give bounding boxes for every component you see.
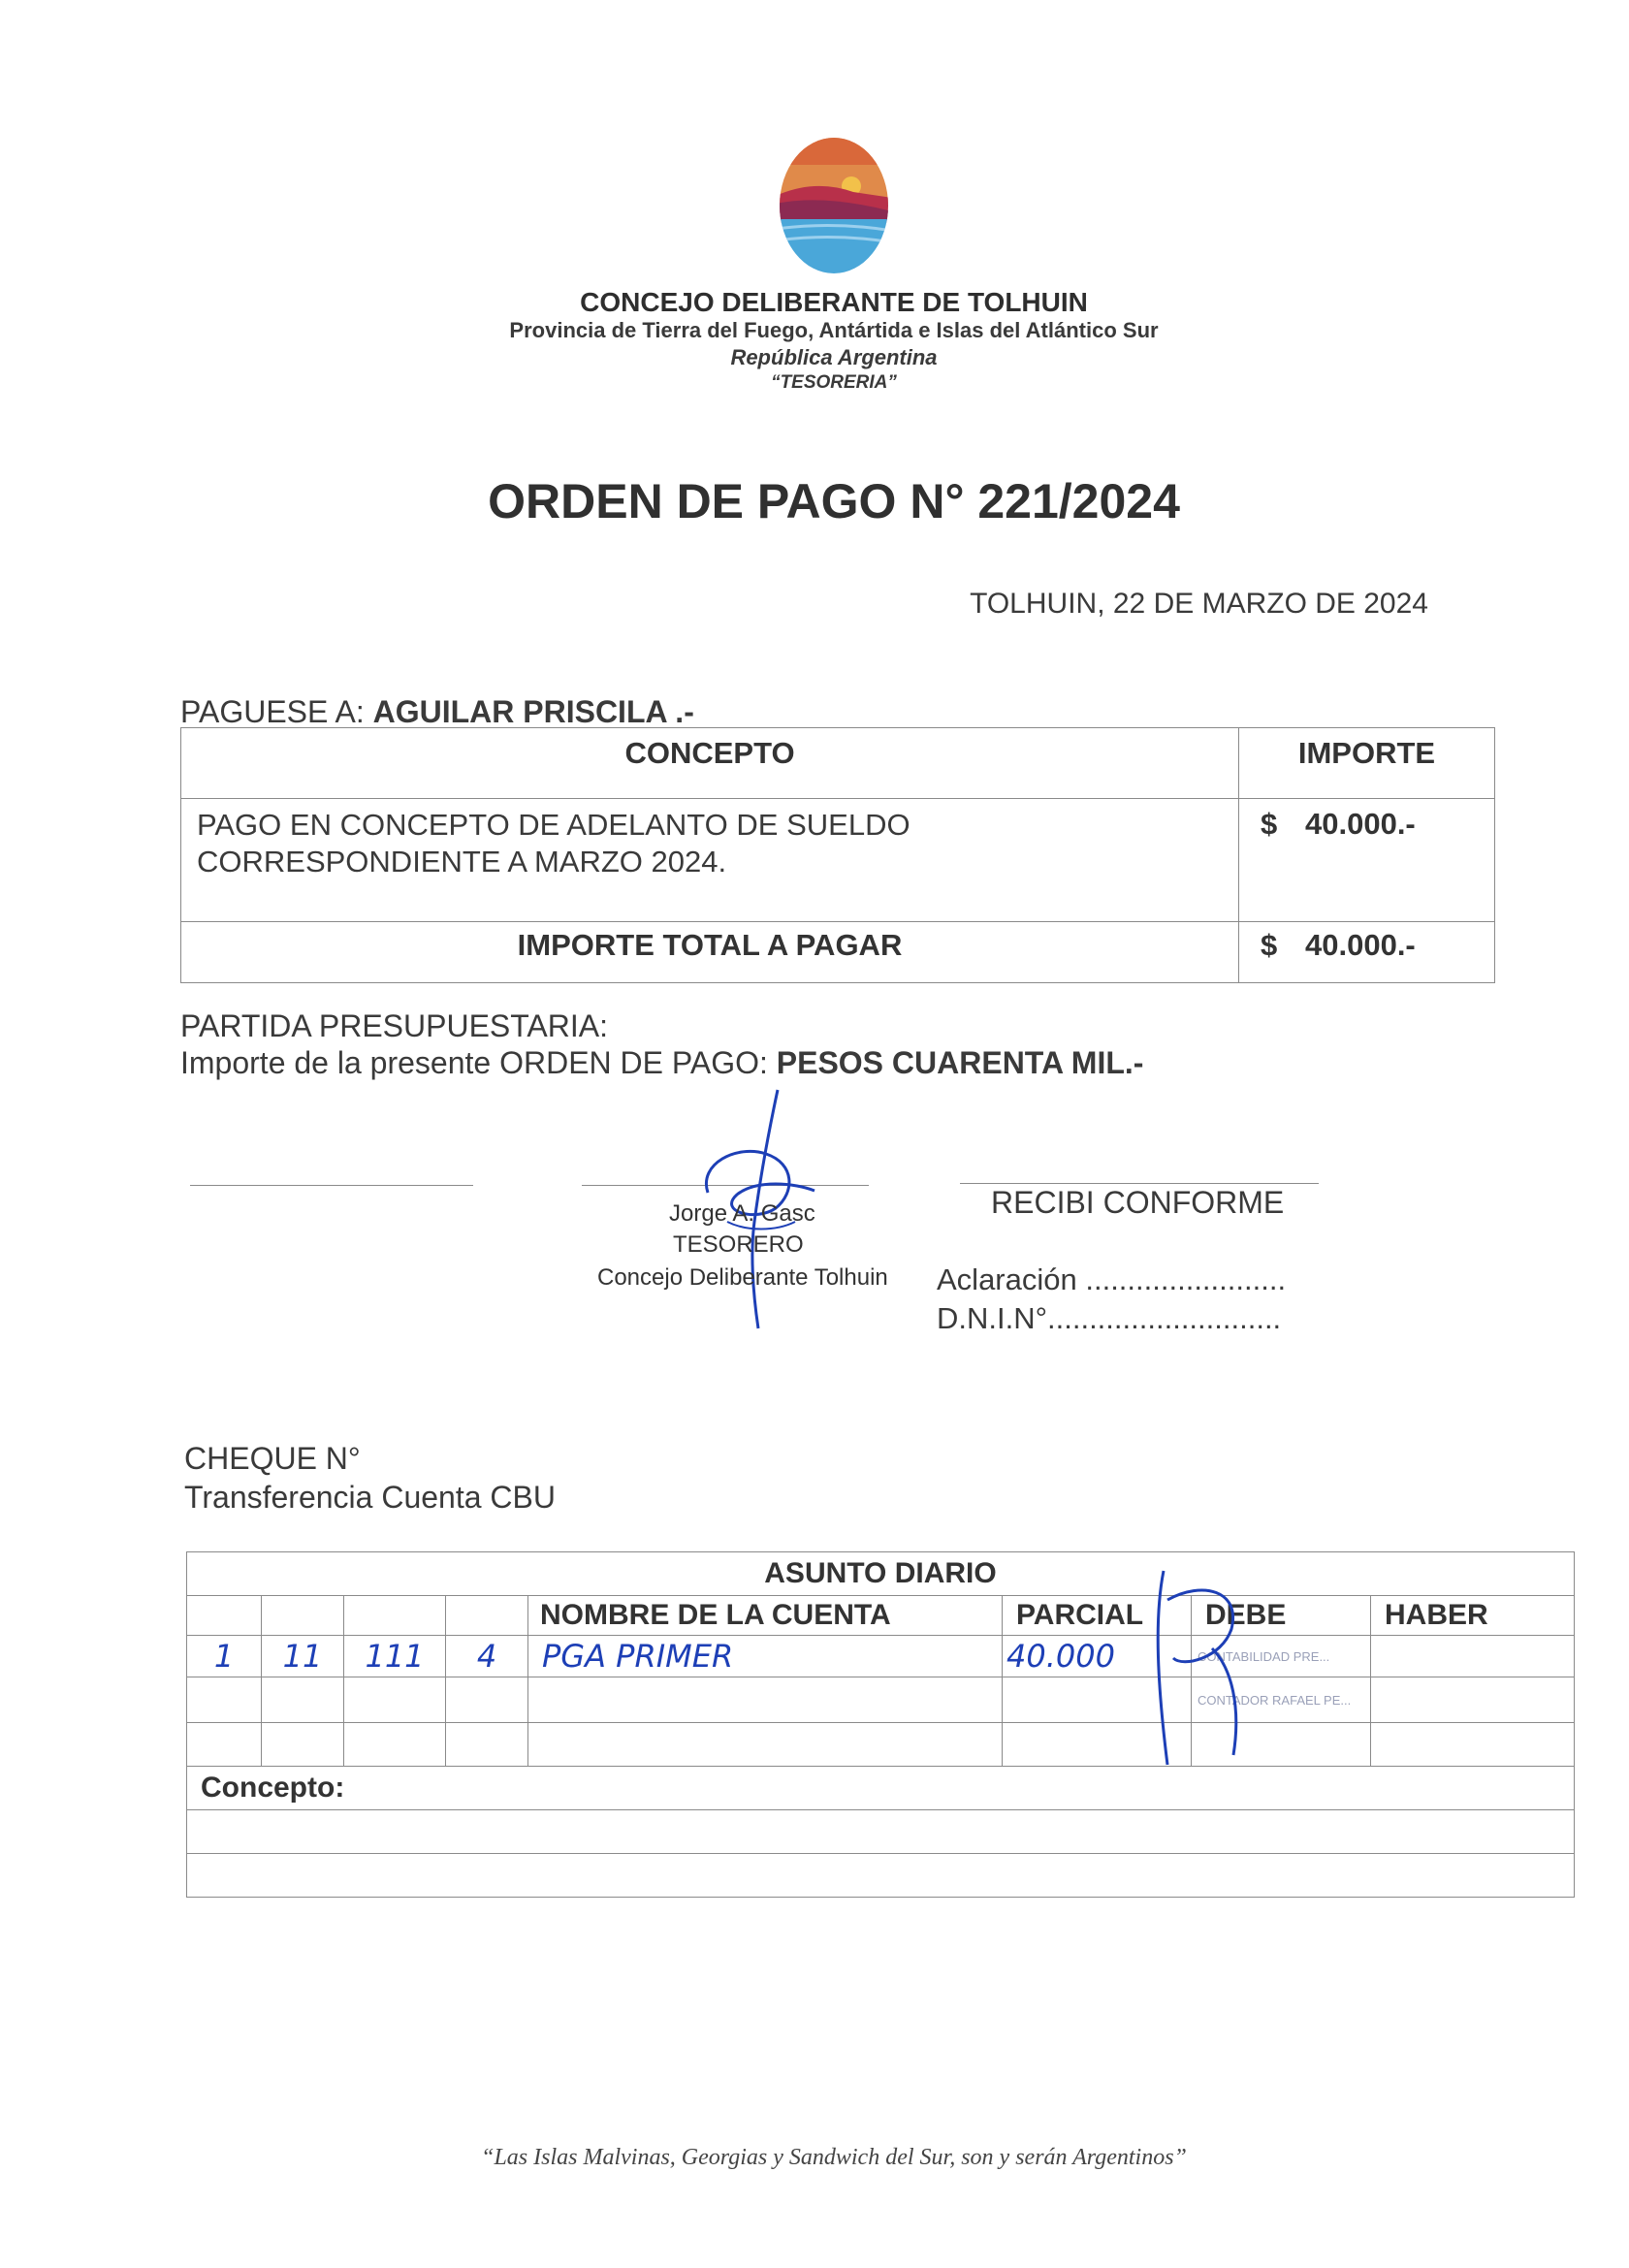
- receipt-title: RECIBI CONFORME: [991, 1185, 1285, 1220]
- hand-entry-4: 4: [446, 1636, 528, 1677]
- diario-col-nombre: NOMBRE DE LA CUENTA: [528, 1596, 1003, 1636]
- haber-cell-1: [1371, 1636, 1575, 1677]
- document-date: TOLHUIN, 22 DE MARZO DE 2024: [970, 588, 1428, 620]
- importe-text: [180, 1045, 1143, 1081]
- diario-cell: [187, 1677, 262, 1723]
- signatory-role: TESORERO: [673, 1231, 804, 1258]
- diario-col-debe: DEBE: [1192, 1596, 1371, 1636]
- asunto-diario-table: [186, 1551, 1575, 1898]
- concepto-header: CONCEPTO: [181, 728, 1239, 799]
- diario-cell: [344, 1677, 446, 1723]
- stamp-line-1: CONTABILIDAD PRE...: [1192, 1636, 1371, 1677]
- total-amount-cell: [1239, 922, 1495, 983]
- hand-entry-2: 11: [262, 1636, 344, 1677]
- payee-line: [180, 694, 694, 730]
- diario-cell: [446, 1723, 528, 1767]
- transfer-label: Transferencia Cuenta CBU: [184, 1480, 556, 1515]
- diario-cell: [528, 1677, 1003, 1723]
- importe-header: IMPORTE: [1239, 728, 1495, 799]
- aclaracion-field: Aclaración ........................: [937, 1262, 1287, 1296]
- hand-parcial-amount: 40.000: [1003, 1636, 1192, 1677]
- signatory-org: Concejo Deliberante Tolhuin: [597, 1264, 888, 1291]
- diario-col-3: [344, 1596, 446, 1636]
- concept-cell: [181, 799, 1239, 922]
- total-label: IMPORTE TOTAL A PAGAR: [181, 922, 1239, 983]
- hand-account-name: PGA PRIMER: [528, 1636, 1003, 1677]
- stamp-line-2: CONTADOR RAFAEL PE...: [1192, 1677, 1371, 1723]
- hand-entry-3: 111: [344, 1636, 446, 1677]
- payee-label: PAGUESE A:: [180, 694, 365, 729]
- diario-title: ASUNTO DIARIO: [187, 1552, 1575, 1596]
- concepto-line: [187, 1854, 1575, 1898]
- diario-cell: [187, 1723, 262, 1767]
- diario-col-4: [446, 1596, 528, 1636]
- diario-col-parcial: PARCIAL: [1003, 1596, 1192, 1636]
- initials-scribble: [1144, 1561, 1270, 1774]
- amount-value: 40.000.-: [1305, 807, 1416, 841]
- diario-col-haber: HABER: [1371, 1596, 1575, 1636]
- diario-col-1: [187, 1596, 262, 1636]
- tolhuin-logo: [776, 136, 892, 276]
- amount-cell: [1239, 799, 1495, 922]
- org-name: CONCEJO DELIBERANTE DE TOLHUIN: [580, 287, 1088, 317]
- diario-cell: [344, 1723, 446, 1767]
- signature-line-receipt: [960, 1183, 1319, 1184]
- diario-cell: [262, 1677, 344, 1723]
- concepto-line: [187, 1810, 1575, 1854]
- concept-line-1: PAGO EN CONCEPTO DE ADELANTO DE SUELDO: [197, 808, 910, 842]
- payee-name: AGUILAR PRISCILA .-: [372, 694, 694, 729]
- diario-cell: [528, 1723, 1003, 1767]
- province-name: Provincia de Tierra del Fuego, Antártida e Islas del Atlántico Sur: [509, 318, 1159, 342]
- diario-cell: [262, 1723, 344, 1767]
- total-amount-value: 40.000.-: [1305, 928, 1416, 962]
- total-currency-symbol: $: [1261, 928, 1278, 962]
- currency-symbol: $: [1261, 807, 1278, 841]
- hand-entry-1: 1: [187, 1636, 262, 1677]
- page-title: ORDEN DE PAGO N° 221/2024: [488, 474, 1180, 528]
- importe-prefix: Importe de la presente ORDEN DE PAGO:: [180, 1045, 768, 1080]
- dni-field: D.N.I.N°............................: [937, 1301, 1282, 1335]
- concept-line-2: CORRESPONDIENTE A MARZO 2024.: [197, 845, 727, 878]
- department-name: “TESORERIA”: [771, 372, 897, 393]
- country-name: República Argentina: [730, 345, 938, 369]
- concepto-label: Concepto:: [187, 1767, 1575, 1810]
- diario-cell: [1371, 1677, 1575, 1723]
- signature-line-left: [190, 1185, 473, 1186]
- payment-table: [180, 727, 1495, 983]
- diario-cell: [446, 1677, 528, 1723]
- footer-motto: “Las Islas Malvinas, Georgias y Sandwich del Sur, son y serán Argentinos”: [481, 2145, 1187, 2170]
- cheque-label: CHEQUE N°: [184, 1441, 361, 1476]
- partida-label: PARTIDA PRESUPUESTARIA:: [180, 1008, 608, 1043]
- diario-col-2: [262, 1596, 344, 1636]
- signatory-name: Jorge A. Gasc: [669, 1200, 815, 1227]
- importe-words: PESOS CUARENTA MIL.-: [776, 1045, 1144, 1080]
- diario-cell: [1371, 1723, 1575, 1767]
